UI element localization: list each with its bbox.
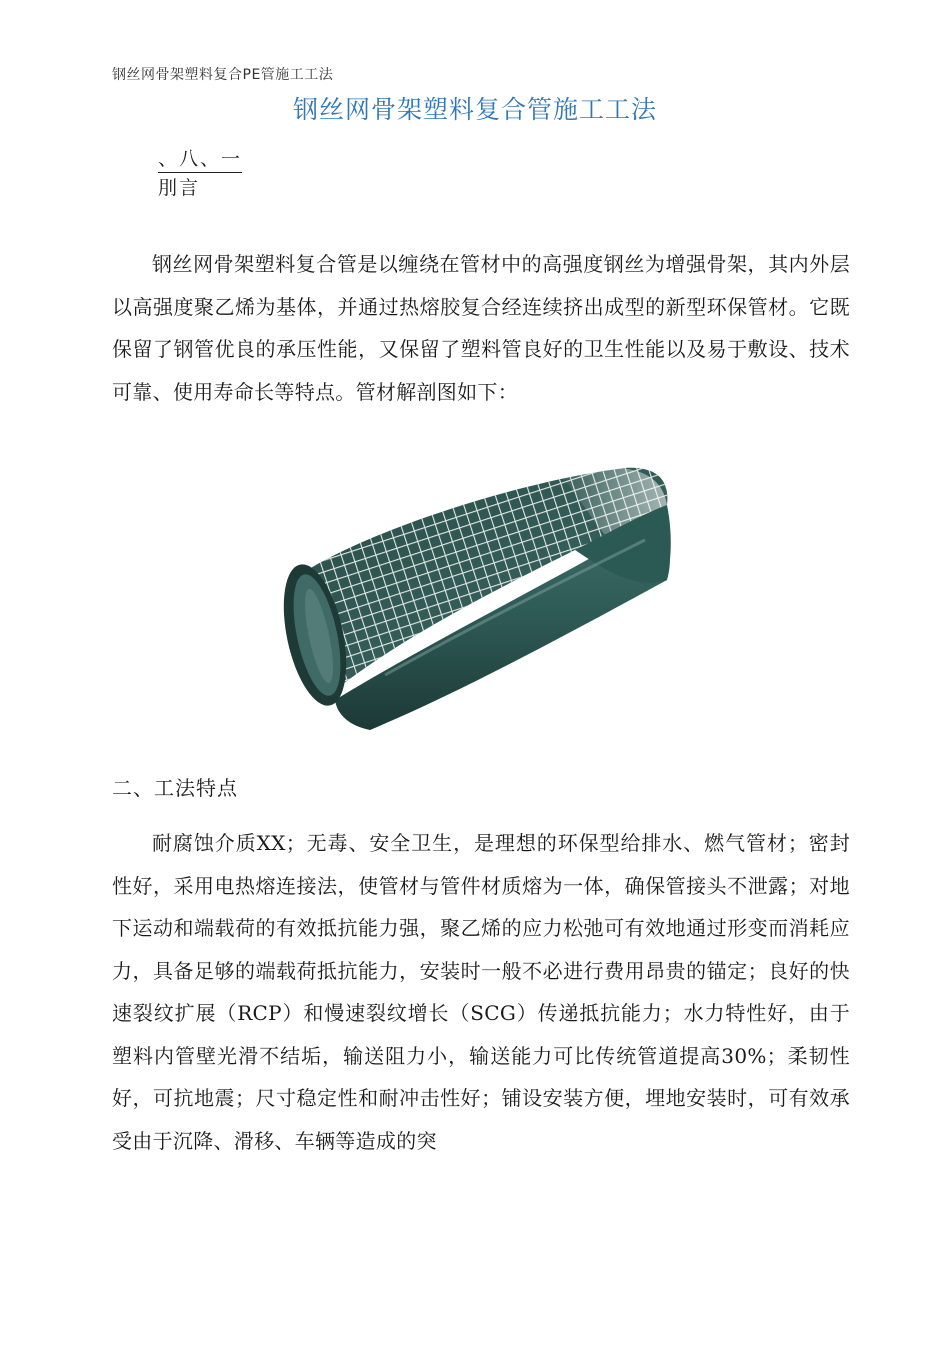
running-header: 钢丝网骨架塑料复合PE管施工工法	[112, 67, 334, 83]
features-paragraph: 耐腐蚀介质XX；无毒、安全卫生，是理想的环保型给排水、燃气管材；密封性好，采用电热熔连接法，使管材与管件材质熔为一体，确保管接头不泄露；对地下运动和端载荷的有效抵抗能力强，聚乙烯的应力松弛可有效地通过形变而消耗应力，具备足够的端载荷抵抗能力，安装时一般不必进行费用昂贵的锚定；良好的快速裂纹扩展（RCP）和慢速裂纹增长（SCG）传递抵抗能力；水力特性好，由于塑料内管壁光滑不结垢，输送阻力小，输送能力可比传统管道提高30%；柔韧性好，可抗地震；尺寸稳定性和耐冲击性好；铺设安装方便，埋地安装时，可有效承受由于沉降、滑移、车辆等造成的突	[112, 831, 850, 1153]
steel-mesh-pipe-illustration	[275, 460, 675, 732]
section-1-number: 、八、一	[158, 146, 242, 173]
document-title: 钢丝网骨架塑料复合管施工工法	[292, 95, 657, 124]
section-2-heading: 二、工法特点	[112, 776, 238, 800]
section-1-heading: 刖言	[158, 177, 201, 199]
intro-paragraph: 钢丝网骨架塑料复合管是以缠绕在管材中的高强度钢丝为增强骨架，其内外层以高强度聚乙烯为基体，并通过热熔胶复合经连续挤出成型的新型环保管材。它既保留了钢管优良的承压性能，又保留了塑料管良好的卫生性能以及易于敷设、技术可靠、使用寿命长等特点。管材解剖图如下：	[112, 252, 850, 404]
pipe-cross-section-figure	[275, 460, 675, 732]
